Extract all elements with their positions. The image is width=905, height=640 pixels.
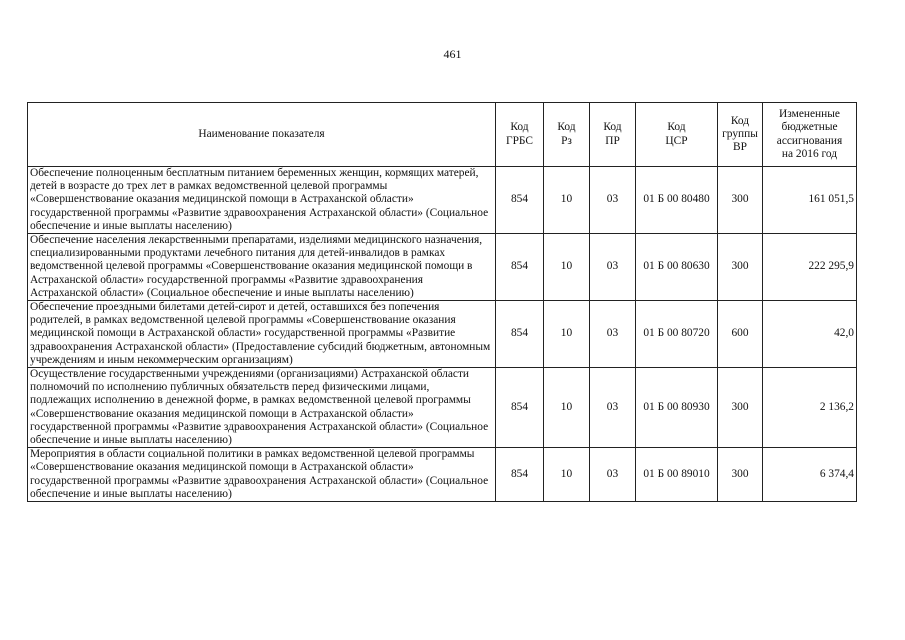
row-rz: 10 xyxy=(544,368,590,448)
table-row xyxy=(28,234,857,301)
row-vr: 300 xyxy=(718,167,763,234)
row-csr: 01 Б 00 80930 xyxy=(636,368,718,448)
row-name: Обеспечение полноценным бесплатным питанием беременных женщин, кормящих матерей, детей в возрасте до трех лет в рамках ведомственной целевой программы «Совершенствование оказания медицинской помощи в Астраханской области» государственной программы «Развитие здравоохранения Астраханской области» (Социальное обеспечение и иные выплаты населению) xyxy=(28,167,496,234)
row-grbs: 854 xyxy=(496,234,544,301)
table-row xyxy=(28,448,857,502)
row-csr: 01 Б 00 89010 xyxy=(636,448,718,502)
row-amount: 6 374,4 xyxy=(763,448,857,502)
header-grbs: Код ГРБС xyxy=(496,103,544,167)
row-csr: 01 Б 00 80720 xyxy=(636,301,718,368)
row-grbs: 854 xyxy=(496,167,544,234)
table-row xyxy=(28,167,857,234)
row-vr: 300 xyxy=(718,368,763,448)
row-csr: 01 Б 00 80480 xyxy=(636,167,718,234)
row-name: Осуществление государственными учреждениями (организациями) Астраханской области полномочий по исполнению публичных обязательств перед физическими лицами, подлежащих исполнению в денежной форме, в рамках ведомственной целевой программы «Совершенствование оказания медицинской помощи в Астраханской области» государственной программы «Развитие здравоохранения Астраханской области» (Социальное обеспечение и иные выплаты населению) xyxy=(28,368,496,448)
row-pr: 03 xyxy=(590,167,636,234)
row-rz: 10 xyxy=(544,448,590,502)
header-vr: Код группы ВР xyxy=(718,103,763,167)
header-pr: Код ПР xyxy=(590,103,636,167)
row-grbs: 854 xyxy=(496,368,544,448)
row-amount: 222 295,9 xyxy=(763,234,857,301)
header-rz: Код Рз xyxy=(544,103,590,167)
row-csr: 01 Б 00 80630 xyxy=(636,234,718,301)
row-grbs: 854 xyxy=(496,448,544,502)
budget-table xyxy=(27,102,857,502)
header-csr: Код ЦСР xyxy=(636,103,718,167)
row-amount: 42,0 xyxy=(763,301,857,368)
table-header-row xyxy=(28,103,857,167)
row-rz: 10 xyxy=(544,234,590,301)
row-pr: 03 xyxy=(590,368,636,448)
row-pr: 03 xyxy=(590,448,636,502)
row-amount: 161 051,5 xyxy=(763,167,857,234)
row-name: Обеспечение проездными билетами детей-сирот и детей, оставшихся без попечения родителей, в рамках ведомственной целевой программы «Совершенствование оказания медицинской помощи в Астраханской области» государственной программы «Развитие здравоохранения Астраханской области» (Предоставление субсидий бюджетным, автономным учреждениям и иным некоммерческим организациям) xyxy=(28,301,496,368)
row-name: Мероприятия в области социальной политики в рамках ведомственной целевой программы «Совершенствование оказания медицинской помощи в Астраханской области» государственной программы «Развитие здравоохранения Астраханской области» (Социальное обеспечение и иные выплаты населению) xyxy=(28,448,496,502)
row-vr: 300 xyxy=(718,234,763,301)
row-pr: 03 xyxy=(590,234,636,301)
table-row xyxy=(28,368,857,448)
row-rz: 10 xyxy=(544,301,590,368)
row-rz: 10 xyxy=(544,167,590,234)
page-number: 461 xyxy=(443,47,462,61)
table-row xyxy=(28,301,857,368)
row-name: Обеспечение населения лекарственными препаратами, изделиями медицинского назначения, специализированными продуктами лечебного питания для детей-инвалидов в рамках ведомственной целевой программы «Совершенствование оказания медицинской помощи в Астраханской области» государственной программы «Развитие здравоохранения Астраханской области» (Социальное обеспечение и иные выплаты населению) xyxy=(28,234,496,301)
row-vr: 300 xyxy=(718,448,763,502)
row-vr: 600 xyxy=(718,301,763,368)
row-pr: 03 xyxy=(590,301,636,368)
row-grbs: 854 xyxy=(496,301,544,368)
header-name: Наименование показателя xyxy=(28,103,496,167)
header-amount: Измененные бюджетные ассигнования на 2016 год xyxy=(763,103,857,167)
row-amount: 2 136,2 xyxy=(763,368,857,448)
